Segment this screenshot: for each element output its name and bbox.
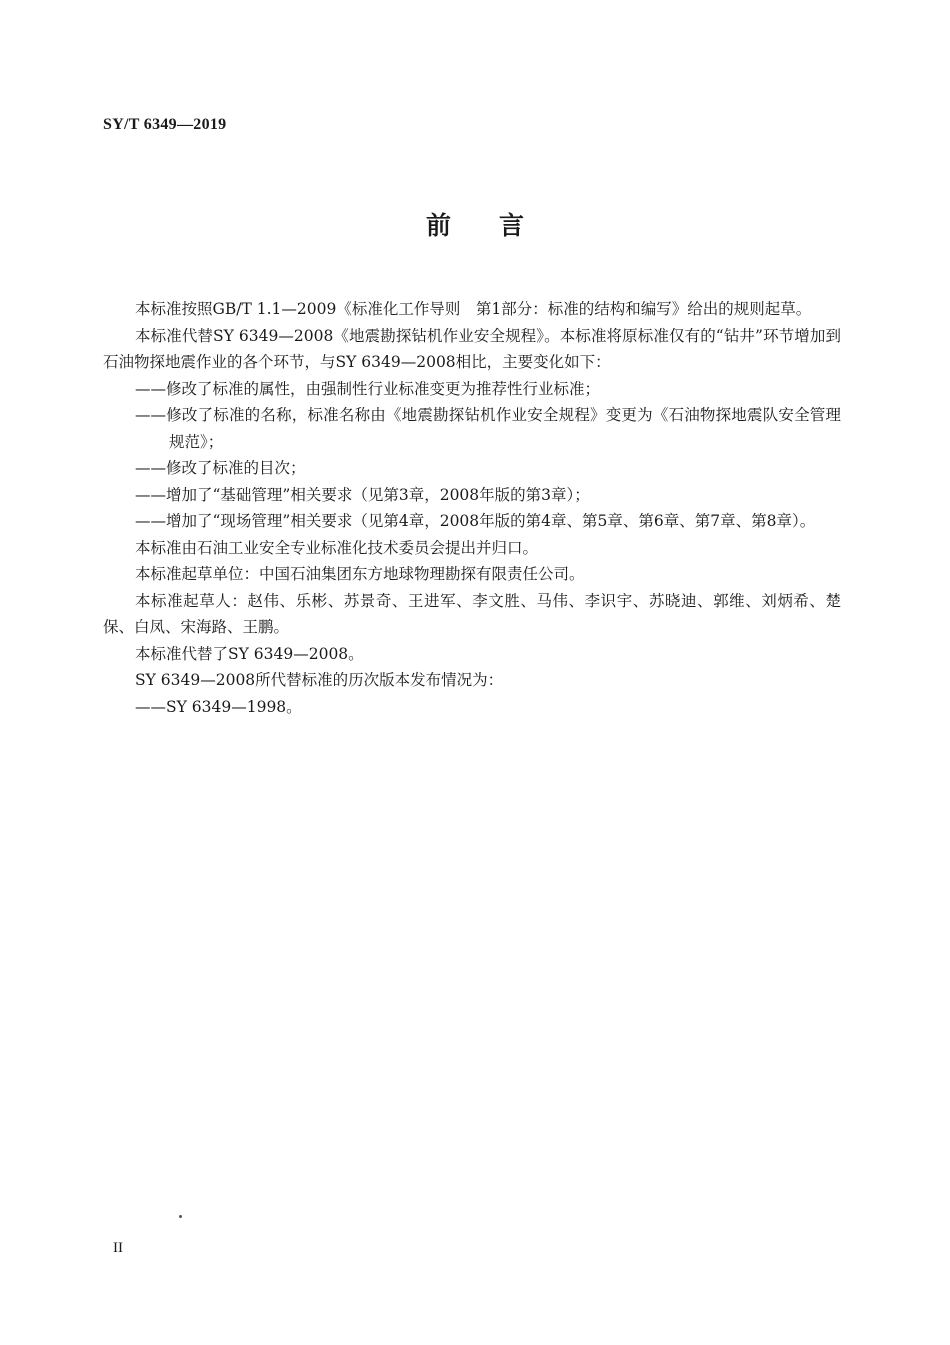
paragraph-drafters: 本标准起草人：赵伟、乐彬、苏景奇、王进军、李文胜、马伟、李识宇、苏晓迪、郭维、刘炳希、楚保、白凤、宋海路、王鹏。 bbox=[103, 591, 841, 636]
history-item: ——SY 6349—1998。 bbox=[135, 697, 302, 716]
paragraph-proposer: 本标准由石油工业安全专业标准化技术委员会提出并归口。 bbox=[135, 538, 539, 557]
paragraph-replaced-standard: 本标准代替了SY 6349—2008。 bbox=[135, 644, 364, 663]
change-item: ——修改了标准的属性，由强制性行业标准变更为推荐性行业标准； bbox=[135, 379, 601, 398]
document-code: SY/T 6349—2019 bbox=[103, 116, 227, 133]
page-title: 前言 bbox=[425, 211, 572, 240]
paragraph-version-history: SY 6349—2008所代替标准的历次版本发布情况为： bbox=[135, 671, 504, 689]
paragraph-drafting-rules: 本标准按照GB/T 1.1—2009《标准化工作导则 第1部分：标准的结构和编写》给出的规则起草。 bbox=[135, 300, 812, 318]
page-number: II bbox=[113, 1240, 123, 1256]
scan-speck bbox=[179, 1215, 182, 1218]
foreword-body bbox=[103, 296, 841, 720]
paragraph-drafting-unit: 本标准起草单位：中国石油集团东方地球物理勘探有限责任公司。 bbox=[135, 565, 585, 583]
change-item: ——修改了标准的名称，标准名称由《地震勘探钻机作业安全规程》变更为《石油物探地震队安全管理规范》； bbox=[135, 406, 841, 451]
paragraph-replacement: 本标准代替SY 6349—2008《地震勘探钻机作业安全规程》。本标准将原标准仅有的“钻井”环节增加到石油物探地震作业的各个环节，与SY 6349—2008相比，主要变化如下： bbox=[103, 326, 841, 371]
change-item: ——增加了“基础管理”相关要求（见第3章，2008年版的第3章）； bbox=[135, 485, 590, 504]
change-item: ——增加了“现场管理”相关要求（见第4章，2008年版的第4章、第5章、第6章、第7章、第8章）。 bbox=[135, 512, 816, 530]
change-item: ——修改了标准的目次； bbox=[135, 459, 306, 477]
